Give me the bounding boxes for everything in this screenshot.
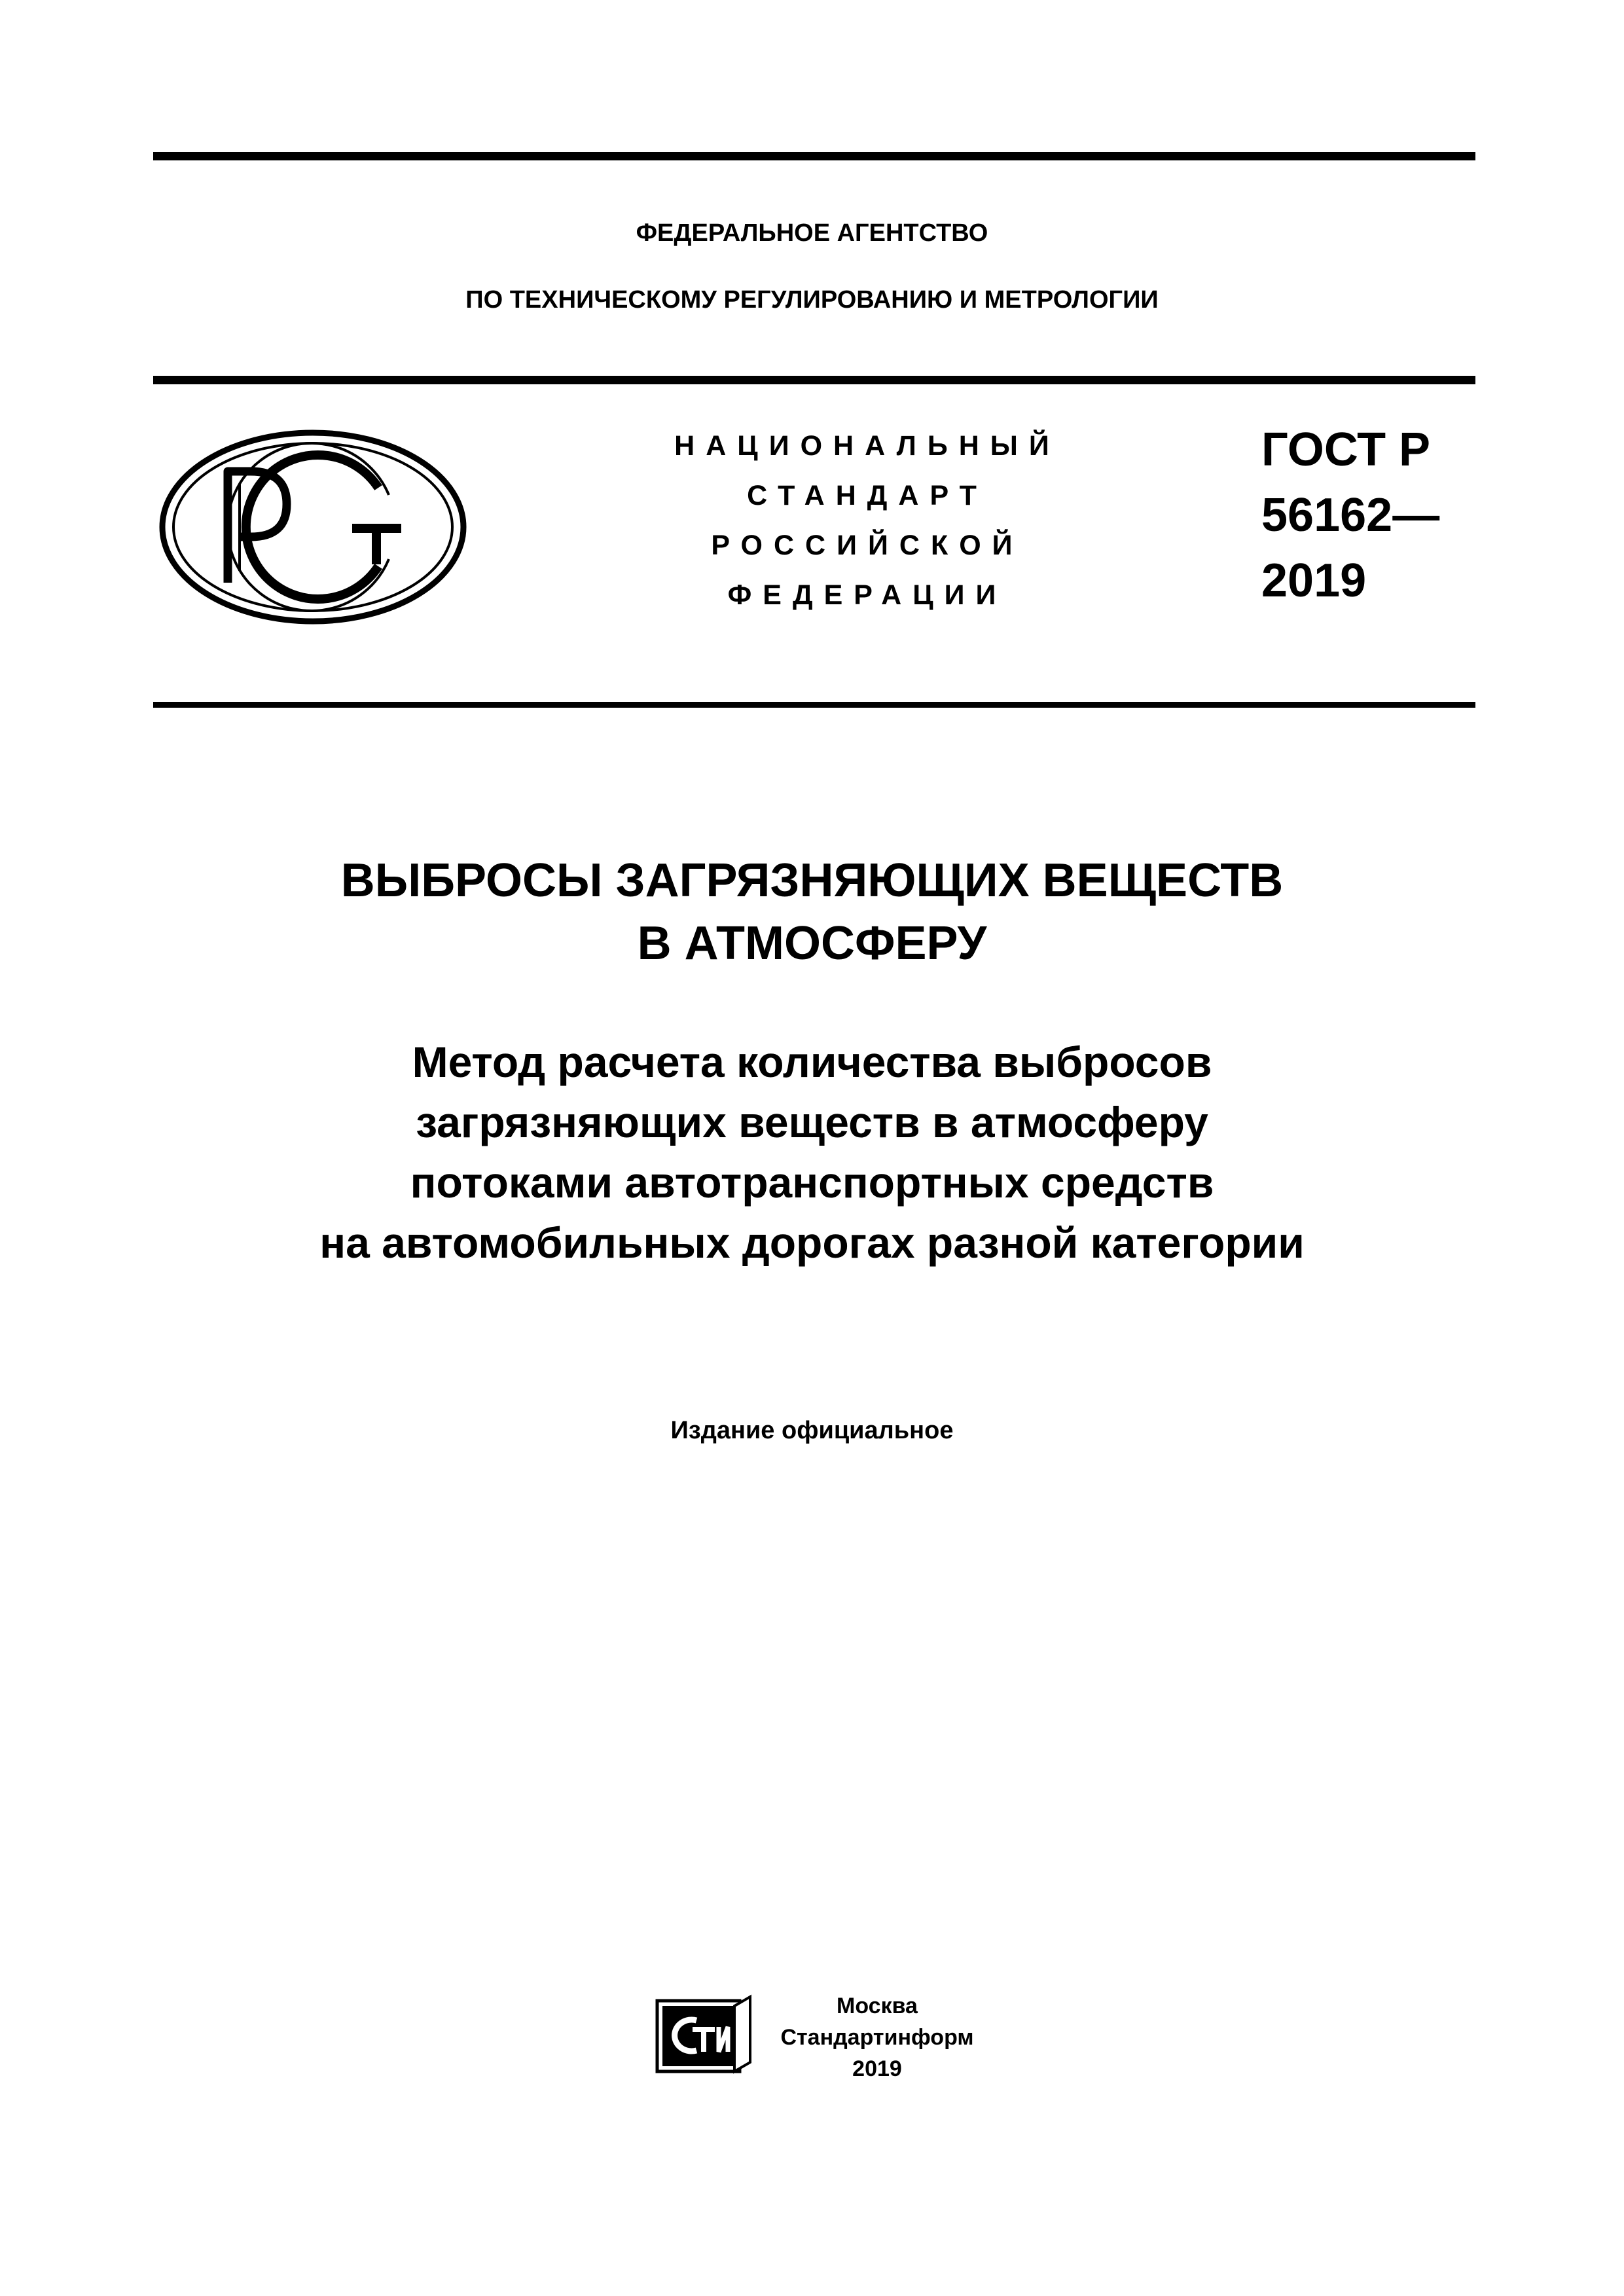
header-rule <box>153 376 1475 384</box>
document-subtitle-line-3: потоками автотранспортных средств <box>410 1158 1214 1207</box>
standartinform-logo <box>655 1994 753 2074</box>
edition-note: Издание официальное <box>670 1417 954 1444</box>
national-standard-label <box>589 421 1146 620</box>
document-subtitle <box>0 1032 1624 1273</box>
publisher-block <box>746 1990 1008 2085</box>
document-title-line-1: ВЫБРОСЫ ЗАГРЯЗНЯЮЩИХ ВЕЩЕСТВ <box>340 854 1284 907</box>
standard-designation-line-1: ГОСТ Р <box>1261 424 1431 476</box>
document-title-line-2: В АТМОСФЕРУ <box>637 917 987 970</box>
top-rule <box>153 152 1475 160</box>
publisher-city: Москва <box>837 1994 918 2018</box>
document-title <box>0 849 1624 975</box>
standard-designation-line-2: 56162— <box>1261 489 1440 541</box>
document-subtitle-line-2: загрязняющих веществ в атмосферу <box>416 1098 1208 1146</box>
national-standard-line-1: НАЦИОНАЛЬНЫЙ <box>674 430 1060 462</box>
agency-line-1: ФЕДЕРАЛЬНОЕ АГЕНТСТВО <box>636 219 988 247</box>
standard-designation-line-3: 2019 <box>1261 555 1367 607</box>
agency-line-2: ПО ТЕХНИЧЕСКОМУ РЕГУЛИРОВАНИЮ И МЕТРОЛОГИИ <box>465 286 1159 314</box>
publisher-year: 2019 <box>852 2056 902 2081</box>
publisher-name: Стандартинформ <box>780 2025 974 2050</box>
national-standard-line-3: РОССИЙСКОЙ <box>711 530 1024 561</box>
national-standard-line-4: ФЕДЕРАЦИИ <box>727 579 1007 611</box>
title-rule <box>153 702 1475 708</box>
document-subtitle-line-1: Метод расчета количества выбросов <box>412 1038 1212 1086</box>
document-subtitle-line-4: на автомобильных дорогах разной категории <box>319 1218 1305 1267</box>
standard-designation <box>1261 417 1439 613</box>
rst-conformity-mark-logo <box>156 426 470 629</box>
national-standard-line-2: СТАНДАРТ <box>747 480 988 511</box>
